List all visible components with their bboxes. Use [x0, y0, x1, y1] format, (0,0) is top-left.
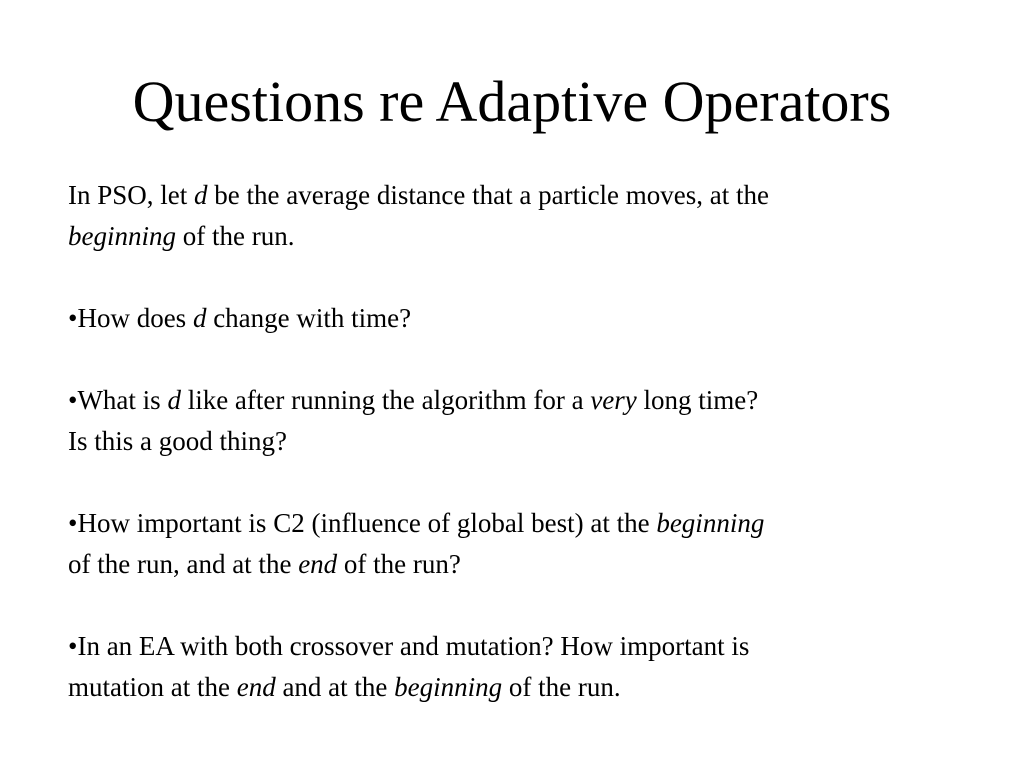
question-text: mutation at the: [68, 672, 237, 702]
question-2-line-1: [68, 380, 968, 421]
spacer: [68, 462, 968, 503]
spacer: [68, 257, 968, 298]
question-2-line-2: Is this a good thing?: [68, 426, 287, 456]
question-end: end: [298, 549, 338, 579]
question-3-line-2: [68, 544, 968, 585]
intro-text: of the run.: [176, 221, 295, 251]
intro-line-2: [68, 216, 968, 257]
question-text: change with time?: [206, 303, 412, 333]
question-text: of the run?: [337, 549, 461, 579]
intro-text: In PSO, let: [68, 180, 195, 210]
intro-text: be the average distance that a particle moves, at the: [207, 180, 770, 210]
question-text: •How important is C2 (influence of global best) at the: [68, 508, 657, 538]
question-text: of the run, and at the: [68, 549, 299, 579]
question-text: and at the: [275, 672, 395, 702]
question-end: end: [236, 672, 276, 702]
slide-title: Questions re Adaptive Operators: [132, 69, 892, 134]
question-d: d: [167, 385, 181, 415]
spacer: [68, 339, 968, 380]
question-beginning: beginning: [394, 672, 503, 702]
question-3-line-1: [68, 503, 968, 544]
slide-body: [68, 175, 968, 708]
question-text: long time?: [636, 385, 759, 415]
question-text: of the run.: [502, 672, 621, 702]
question-text: •How does: [68, 303, 193, 333]
intro-beginning: beginning: [68, 221, 176, 251]
question-beginning: beginning: [656, 508, 765, 538]
intro-line-1: [68, 175, 968, 216]
question-d: d: [192, 303, 207, 333]
question-text: •What is: [68, 385, 168, 415]
question-very: very: [590, 385, 637, 415]
question-4-line-1: •In an EA with both crossover and mutation? How important is: [68, 631, 750, 661]
question-4-line-2: [68, 667, 968, 708]
intro-d: d: [194, 180, 208, 210]
spacer: [68, 585, 968, 626]
question-text: like after running the algorithm for a: [180, 385, 591, 415]
question-1: [68, 298, 968, 339]
